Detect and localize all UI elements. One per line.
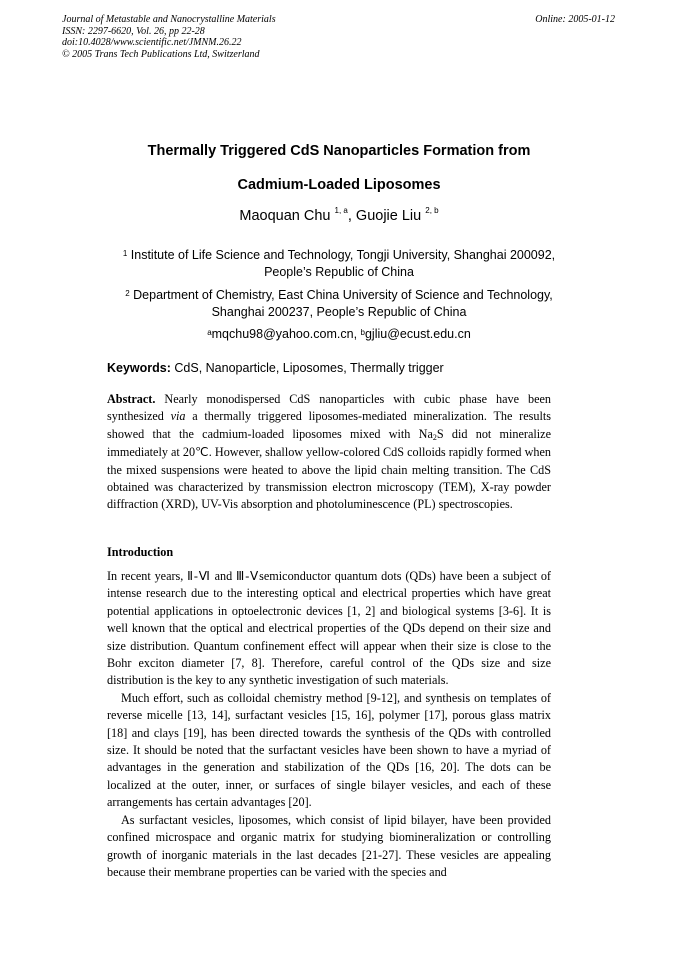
- paper-title-line-1: Thermally Triggered CdS Nanoparticles Formation from: [147, 143, 531, 159]
- introduction-heading: Introduction: [107, 545, 174, 559]
- author-2-name: Guojie Liu: [355, 208, 422, 224]
- email-b-sup: b: [360, 328, 365, 337]
- author-1-sup: 1, a: [334, 206, 348, 215]
- affiliation-1: [62, 247, 616, 281]
- abstract-text-2: a thermally triggered liposomes-mediated mineralization. The results showed that the cadmium-loaded liposomes mixed with Na: [107, 409, 551, 441]
- journal-name: Journal of Metastable and Nanocrystalline Materials: [62, 14, 276, 25]
- author-list: [62, 208, 616, 224]
- intro-paragraph-1: In recent years, Ⅱ-Ⅵ and Ⅲ-Ⅴsemiconductor quantum dots (QDs) have been a subject of intense research due to the interesting optical and electrical properties which have great potential applications in optoelectronic devices [1, 2] and biological systems [3-6]. It is well known that the optical and electrical properties of the QDs depend on their size and size distribution. Quantum confinement effect will appear when their size is close to the Bohr exciton diameter [7, 8]. Therefore, careful control of the QDs size and size distribution is the key to any synthetic investigation of such materials.: [107, 569, 551, 688]
- introduction-body: [107, 568, 551, 881]
- author-1-name: Maoquan Chu: [239, 208, 331, 224]
- affiliation-2-line-1: Department of Chemistry, East China University of Science and Technology,: [133, 288, 553, 302]
- paper-title-line-2: Cadmium-Loaded Liposomes: [237, 177, 441, 193]
- affiliation-2: [62, 287, 616, 321]
- author-2-sup: 2, b: [425, 206, 439, 215]
- email-line: [62, 326, 616, 343]
- email-b[interactable]: gjliu@ecust.edu.cn: [364, 327, 471, 341]
- abstract-label: Abstract.: [107, 392, 156, 406]
- keywords-line: [107, 361, 444, 375]
- affiliation-2-line-2: Shanghai 200237, People’s Republic of China: [211, 305, 467, 319]
- intro-paragraph-2: Much effort, such as colloidal chemistry method [9-12], and synthesis on templates of reverse micelle [13, 14], surfactant vesicles [15, 16], polymer [17], porous glass matrix [18] and clays [19], has been directed towards the synthesis of the QDs with controlled size. It should be noted that the surfactant vesicles have been shown to have a myriad of advantages in the generation and stabilization of the QDs [16, 20]. The dots can be localized at the outer, inner, or surfaces of single bilayer vesicles, and each of these arrangements has certain advantages [20].: [107, 690, 551, 810]
- abstract-text-1: Nearly monodispersed CdS nanoparticles with cubic phase have been synthesized: [107, 392, 551, 424]
- abstract-text-3: S did not mineralize immediately at 20℃. However, shallow yellow-colored CdS colloids rapidly formed when the mixed suspensions were heated to above the lipid chain melting transition. The CdS obtained was characterized by transmission electron microscopy (TEM), X-ray powder diffraction (XRD), UV-Vis absorption and photoluminescence (PL) spectroscopies.: [107, 426, 551, 512]
- email-a-sup: a: [207, 328, 212, 337]
- keywords-label: Keywords:: [107, 361, 171, 375]
- abstract: [107, 391, 551, 514]
- abstract-via: via: [170, 409, 186, 424]
- keywords-text: CdS, Nanoparticle, Liposomes, Thermally trigger: [174, 361, 444, 375]
- issn-line: ISSN: 2297-6620, Vol. 26, pp 22-28: [62, 25, 205, 37]
- affiliation-2-sup: 2: [125, 289, 130, 298]
- author-separator: ,: [347, 208, 356, 224]
- affiliation-1-line-2: People’s Republic of China: [264, 265, 414, 279]
- email-a[interactable]: mqchu98@yahoo.com.cn,: [211, 327, 358, 341]
- intro-paragraph-3: As surfactant vesicles, liposomes, which consist of lipid bilayer, have been provided confined microspace and organic matrix for studying biomineralization or controlling growth of inorganic materials in the last decades [21-27]. These vesicles are appealing because their membrane properties can be varied with the species and: [107, 812, 551, 879]
- affiliation-1-line-1: Institute of Life Science and Technology, Tongji University, Shanghai 200092,: [130, 248, 556, 262]
- copyright-line: © 2005 Trans Tech Publications Ltd, Switzerland: [62, 48, 260, 60]
- abstract-subscript: 2: [432, 432, 437, 442]
- online-date: Online: 2005-01-12: [535, 14, 615, 25]
- affiliation-1-sup: 1: [122, 249, 128, 258]
- journal-header: [62, 14, 276, 60]
- doi-line: doi:10.4028/www.scientific.net/JMNM.26.22: [62, 37, 242, 48]
